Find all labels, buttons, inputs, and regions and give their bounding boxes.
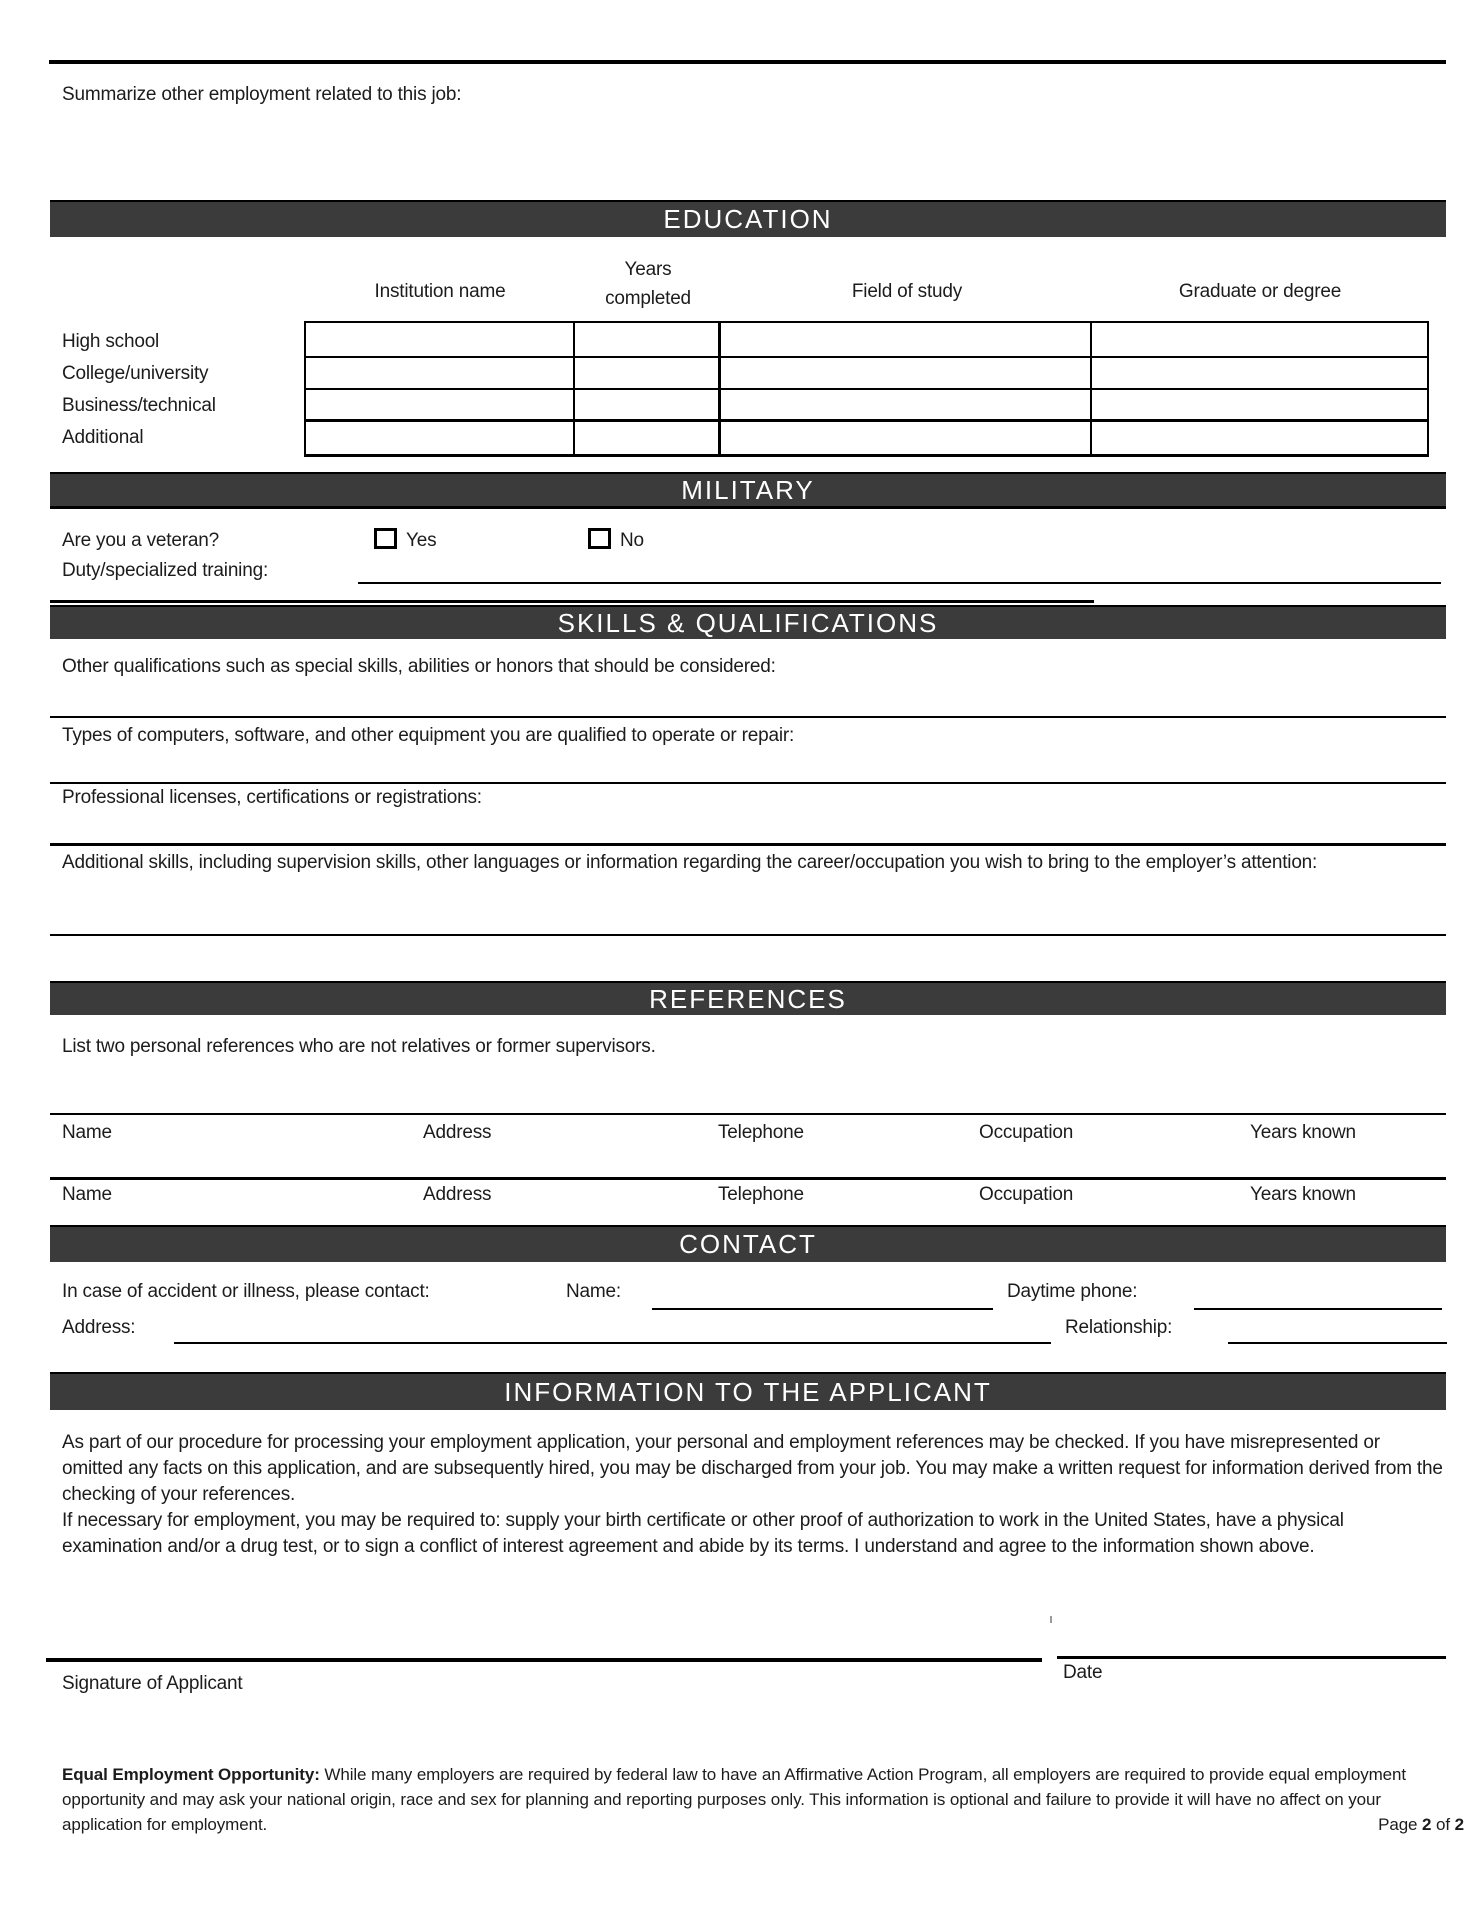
emergency-contact-name-fill-line[interactable] bbox=[652, 1308, 993, 1310]
information-paragraph-1: As part of our procedure for processing your employment application, your personal and employment references may be checked. If you have misrepresented or omitted any facts on this application, and are subsequently hired, you may be discharged from your job. You may make a written request for information derived from the checking of your references. bbox=[62, 1432, 1443, 1505]
education-cell-college-field[interactable] bbox=[721, 358, 1092, 390]
top-rule bbox=[49, 60, 1446, 64]
education-cell-business-years[interactable] bbox=[575, 390, 721, 422]
military-section-title: MILITARY bbox=[681, 475, 815, 505]
reference-1-telephone-label: Telephone bbox=[718, 1122, 804, 1143]
emergency-contact-address-fill-line[interactable] bbox=[174, 1342, 1051, 1344]
reference-1-fill-line[interactable] bbox=[50, 1113, 1446, 1115]
stray-mark bbox=[1050, 1616, 1052, 1623]
total-pages: 2 bbox=[1454, 1815, 1464, 1834]
education-row-label-business: Business/technical bbox=[62, 395, 216, 416]
information-section-title: INFORMATION TO THE APPLICANT bbox=[504, 1377, 992, 1407]
veteran-yes-label: Yes bbox=[406, 530, 437, 551]
reference-2-address-label: Address bbox=[423, 1184, 492, 1205]
emergency-contact-intro-label: In case of accident or illness, please contact: bbox=[62, 1281, 430, 1302]
education-section-bar bbox=[50, 200, 1446, 237]
education-cell-highschool-field[interactable] bbox=[721, 323, 1092, 358]
reference-2-name-label: Name bbox=[62, 1184, 112, 1205]
skills-prompt-computers: Types of computers, software, and other equipment you are qualified to operate or repair: bbox=[62, 725, 795, 746]
veteran-yes-checkbox[interactable] bbox=[374, 528, 397, 549]
skills-section-title: SKILLS & QUALIFICATIONS bbox=[557, 608, 939, 638]
education-cell-additional-degree[interactable] bbox=[1092, 422, 1427, 454]
page-word: Page bbox=[1378, 1815, 1418, 1834]
page-number: 2 bbox=[1422, 1815, 1432, 1834]
references-instruction: List two personal references who are not relatives or former supervisors. bbox=[62, 1036, 656, 1057]
relationship-label: Relationship: bbox=[1065, 1317, 1173, 1338]
education-header-field-of-study: Field of study bbox=[851, 281, 963, 302]
skills-prompt-licenses: Professional licenses, certifications or registrations: bbox=[62, 787, 482, 808]
education-cell-additional-field[interactable] bbox=[721, 422, 1092, 454]
reference-1-name-label: Name bbox=[62, 1122, 112, 1143]
education-cell-business-institution[interactable] bbox=[306, 390, 575, 422]
military-section-bar bbox=[50, 472, 1446, 509]
education-row-label-high-school: High school bbox=[62, 331, 160, 352]
veteran-no-label: No bbox=[620, 530, 644, 551]
education-header-graduate-degree: Graduate or degree bbox=[1178, 281, 1342, 302]
reference-2-occupation-label: Occupation bbox=[979, 1184, 1074, 1205]
skills-licenses-fill-line[interactable] bbox=[50, 843, 1446, 846]
education-cell-college-degree[interactable] bbox=[1092, 358, 1427, 390]
education-header-years-completed: Years completed bbox=[605, 259, 691, 309]
education-cell-additional-years[interactable] bbox=[575, 422, 721, 454]
reference-1-address-label: Address bbox=[423, 1122, 492, 1143]
education-header-institution: Institution name bbox=[374, 281, 506, 302]
daytime-phone-label: Daytime phone: bbox=[1007, 1281, 1138, 1302]
skills-prompt-additional: Additional skills, including supervision skills, other languages or information regarding the career/occupation you wish to bring to the employer’s attention: bbox=[62, 852, 1318, 873]
education-cell-business-degree[interactable] bbox=[1092, 390, 1427, 422]
duty-training-fill-line[interactable] bbox=[358, 582, 1441, 584]
reference-1-occupation-label: Occupation bbox=[979, 1122, 1074, 1143]
education-section-title: EDUCATION bbox=[663, 204, 833, 234]
daytime-phone-fill-line[interactable] bbox=[1194, 1308, 1442, 1310]
eeo-statement-bold-lead: Equal Employment Opportunity: bbox=[62, 1765, 320, 1784]
information-section-bar bbox=[50, 1372, 1446, 1410]
education-cell-highschool-years[interactable] bbox=[575, 323, 721, 358]
references-section-bar bbox=[50, 981, 1446, 1015]
education-row-label-college: College/university bbox=[62, 363, 209, 384]
education-cell-highschool-degree[interactable] bbox=[1092, 323, 1427, 358]
page-indicator bbox=[1100, 1812, 1464, 1837]
reference-2-years-known-label: Years known bbox=[1250, 1184, 1356, 1205]
veteran-question-label: Are you a veteran? bbox=[62, 530, 219, 551]
skills-computers-fill-line[interactable] bbox=[50, 782, 1446, 784]
emergency-contact-name-label: Name: bbox=[566, 1281, 621, 1302]
skills-prompt-other-qualifications: Other qualifications such as special skills, abilities or honors that should be considered: bbox=[62, 656, 776, 677]
summarize-other-employment-field[interactable] bbox=[62, 110, 1442, 190]
veteran-no-checkbox[interactable] bbox=[588, 528, 611, 549]
reference-2-telephone-label: Telephone bbox=[718, 1184, 804, 1205]
contact-section-title: CONTACT bbox=[679, 1229, 817, 1259]
information-paragraphs bbox=[62, 1430, 1444, 1560]
signature-fill-line[interactable] bbox=[46, 1658, 1042, 1662]
education-cell-additional-institution[interactable] bbox=[306, 422, 575, 454]
date-fill-line[interactable] bbox=[1057, 1656, 1446, 1659]
education-cell-business-field[interactable] bbox=[721, 390, 1092, 422]
skills-additional-fill-line[interactable] bbox=[50, 934, 1446, 936]
contact-section-bar bbox=[50, 1225, 1446, 1262]
education-table bbox=[304, 321, 1429, 457]
signature-of-applicant-label: Signature of Applicant bbox=[62, 1673, 243, 1694]
eeo-statement-text: While many employers are required by federal law to have an Affirmative Action Program, all employers are required to provide equal employment opportunity and may ask your national origin, race and sex for planning and reporting purposes only. This information is optional and failure to provide it will have no affect on your application for employment. bbox=[62, 1765, 1406, 1834]
education-cell-college-years[interactable] bbox=[575, 358, 721, 390]
information-paragraph-2: If necessary for employment, you may be required to: supply your birth certificate or other proof of authorization to work in the United States, have a physical examination and/or a drug test, or to sign a conflict of interest agreement and abide by its terms. I understand and agree to the information shown above. bbox=[62, 1510, 1344, 1557]
relationship-fill-line[interactable] bbox=[1228, 1342, 1447, 1344]
duty-training-label: Duty/specialized training: bbox=[62, 560, 269, 581]
skills-section-bar bbox=[50, 605, 1446, 639]
skills-partial-rule bbox=[50, 600, 1094, 603]
reference-1-years-known-label: Years known bbox=[1250, 1122, 1356, 1143]
skills-other-fill-line[interactable] bbox=[50, 716, 1446, 718]
of-word: of bbox=[1436, 1815, 1451, 1834]
education-row-label-additional: Additional bbox=[62, 427, 144, 448]
reference-2-fill-line[interactable] bbox=[50, 1177, 1446, 1180]
education-cell-college-institution[interactable] bbox=[306, 358, 575, 390]
date-label: Date bbox=[1063, 1662, 1103, 1683]
references-section-title: REFERENCES bbox=[649, 984, 847, 1014]
emergency-contact-address-label: Address: bbox=[62, 1317, 136, 1338]
education-cell-highschool-institution[interactable] bbox=[306, 323, 575, 358]
summarize-other-employment-label: Summarize other employment related to this job: bbox=[62, 84, 462, 105]
